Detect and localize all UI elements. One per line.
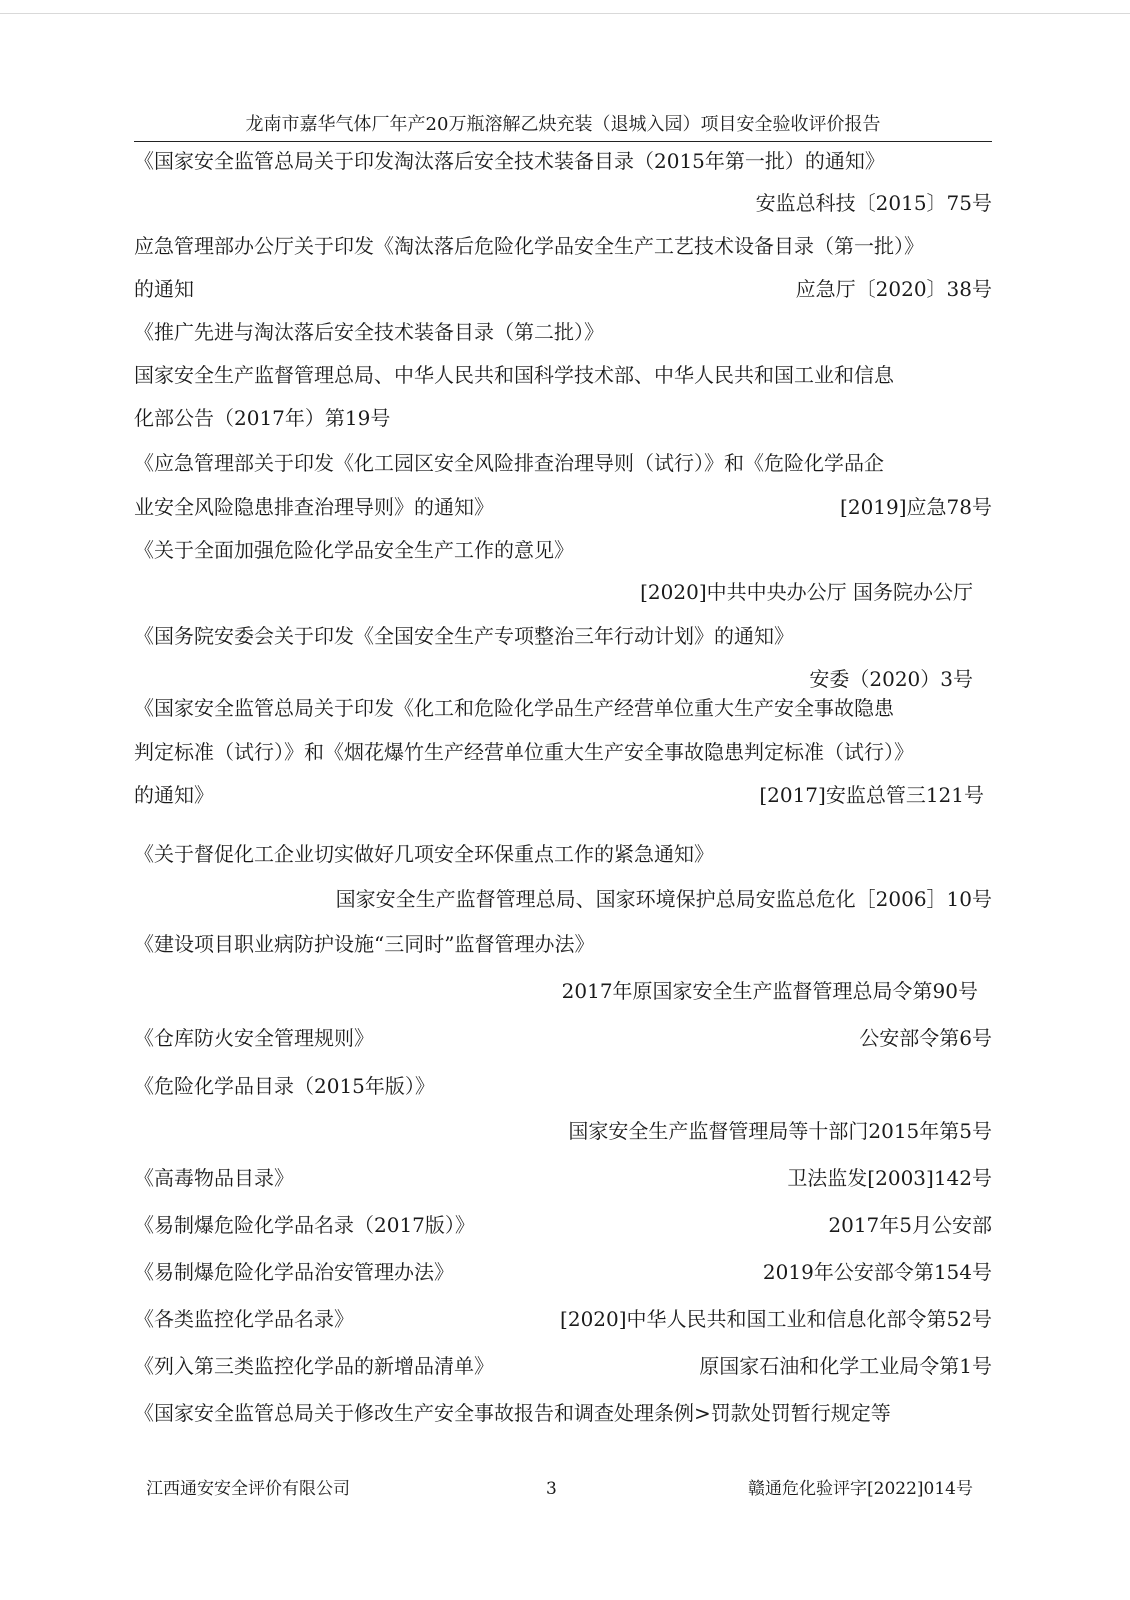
text-line: 《仓库防火安全管理规则》 [134,1026,374,1050]
text-line-reference: [2019]应急78号 [840,495,992,519]
text-line-reference: 卫法监发[2003]142号 [787,1166,992,1190]
text-line-reference: 2017年原国家安全生产监督管理总局令第90号 [561,979,978,1003]
text-line: 《高毒物品目录》 [134,1166,294,1190]
text-line: 判定标准（试行）》和《烟花爆竹生产经营单位重大生产安全事故隐患判定标准（试行）》 [134,740,914,764]
header-rule [134,141,992,142]
text-line: 《国家安全监管总局关于印发淘汰落后安全技术装备目录（2015年第一批）的通知》 [134,149,885,173]
text-line: 《各类监控化学品名录》 [134,1307,354,1331]
footer-page-number: 3 [546,1479,557,1499]
text-line: 《国家安全监管总局关于印发《化工和危险化学品生产经营单位重大生产安全事故隐患 [134,696,894,720]
text-line-reference: 2019年公安部令第154号 [762,1260,992,1284]
text-line-reference: 国家安全生产监督管理总局、国家环境保护总局安监总危化［2006］10号 [335,887,992,911]
text-line: 应急管理部办公厅关于印发《淘汰落后危险化学品安全生产工艺技术设备目录（第一批）》 [134,234,924,258]
text-line: 的通知 [134,277,194,301]
text-line: 业安全风险隐患排查治理导则》的通知》 [134,495,494,519]
page-header-title: 龙南市嘉华气体厂年产20万瓶溶解乙炔充装（退城入园）项目安全验收评价报告 [245,114,881,135]
text-line: 《关于全面加强危险化学品安全生产工作的意见》 [134,538,574,562]
text-line-reference: 应急厅〔2020〕38号 [795,277,992,301]
text-line: 的通知》 [134,783,214,807]
text-line-reference: 安监总科技〔2015〕75号 [755,191,992,215]
text-line: 《关于督促化工企业切实做好几项安全环保重点工作的紧急通知》 [134,842,714,866]
footer-document-number: 赣通危化验评字[2022]014号 [748,1479,973,1499]
text-line: 国家安全生产监督管理总局、中华人民共和国科学技术部、中华人民共和国工业和信息 [134,363,894,387]
text-line: 《易制爆危险化学品治安管理办法》 [134,1260,454,1284]
text-line: 《国务院安委会关于印发《全国安全生产专项整治三年行动计划》的通知》 [134,624,794,648]
text-line: 《应急管理部关于印发《化工园区安全风险排查治理导则（试行）》和《危险化学品企 [134,451,884,475]
text-line-reference: [2020]中华人民共和国工业和信息化部令第52号 [560,1307,992,1331]
text-line-reference: [2020]中共中央办公厅 国务院办公厅 [640,580,973,604]
scan-edge-line [0,13,1130,14]
text-line-reference: [2017]安监总管三121号 [759,783,984,807]
text-line-reference: 国家安全生产监督管理局等十部门2015年第5号 [568,1119,992,1143]
text-line-reference: 公安部令第6号 [859,1026,992,1050]
text-line: 《建设项目职业病防护设施“三同时”监督管理办法》 [134,932,595,956]
text-line: 《危险化学品目录（2015年版）》 [134,1074,435,1098]
text-line-reference: 安委（2020）3号 [809,667,973,691]
text-line: 《易制爆危险化学品名录（2017版）》 [134,1213,475,1237]
text-line: 化部公告（2017年）第19号 [134,406,391,430]
text-line-reference: 2017年5月公安部 [828,1213,992,1237]
text-line: 《推广先进与淘汰落后安全技术装备目录（第二批）》 [134,320,604,344]
footer-company: 江西通安安全评价有限公司 [146,1479,350,1499]
text-line: 《列入第三类监控化学品的新增品清单》 [134,1354,494,1378]
text-line: 《国家安全监管总局关于修改生产安全事故报告和调查处理条例>罚款处罚暂行规定等 [134,1401,891,1425]
text-line-reference: 原国家石油和化学工业局令第1号 [699,1354,992,1378]
